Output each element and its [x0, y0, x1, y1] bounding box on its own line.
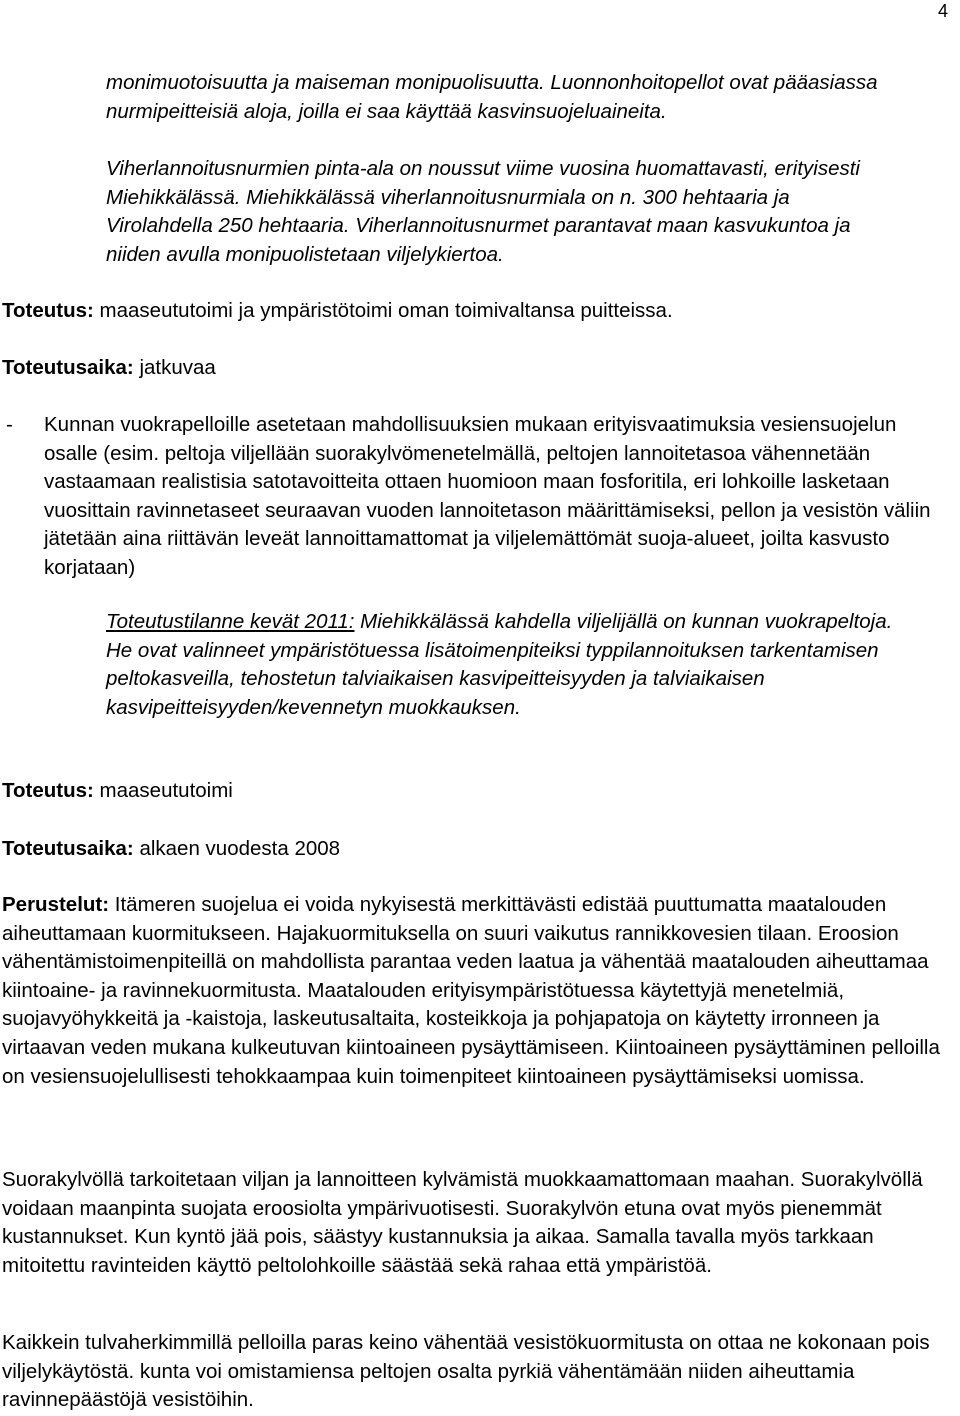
tulvaherkat-paragraph: Kaikkein tulvaherkimmillä pelloilla paras keino vähentää vesistökuormitusta on ottaa ne kokonaan pois viljelykäytöstä. kunta voi omistamiensa peltojen osalta pyrkiä vähentämään niiden aiheuttamia ravinnepäästöjä vesistöihin.: [2, 1331, 930, 1412]
toteutus-label: Toteutus:: [2, 299, 94, 322]
section2-toteutus: [2, 777, 952, 806]
intro-paragraph-2: Viherlannoitusnurmien pinta-ala on noussut viime vuosina huomattavasti, erityisesti Miehikkälässä. Miehikkälässä viherlannoitusnurmiala on n. 300 hehtaaria ja Virolahdella 250 hehtaaria. Viherlannoitusnurmet parantavat maan kasvukuntoa ja niiden avulla monipuolistetaan viljelykiertoa.: [106, 157, 860, 266]
page-number: 4: [937, 1, 948, 21]
section1-toteutus: [2, 297, 952, 326]
toteutus-value: maaseututoimi: [93, 779, 233, 802]
bullet-dash: -: [6, 413, 13, 436]
toteutusaika-value: jatkuvaa: [133, 356, 216, 379]
rationale-paragraph: [2, 891, 952, 1091]
rationale-label: Perustelut:: [2, 893, 110, 916]
section1-toteutusaika: [2, 354, 952, 383]
toteutusaika-label: Toteutusaika:: [2, 356, 134, 379]
intro-paragraph-1: monimuotoisuutta ja maiseman monipuolisuutta. Luonnonhoitopellot ovat pääasiassa nurmipeitteisiä aloja, joilla ei saa käyttää kasvinsuojeluaineita.: [106, 71, 878, 123]
status-paragraph: [106, 608, 896, 722]
status-label: Toteutustilanne kevät 2011:: [106, 610, 355, 633]
toteutusaika-label: Toteutusaika:: [2, 837, 134, 860]
toteutus-value: maaseututoimi ja ympäristötoimi oman toimivaltansa puitteissa.: [93, 299, 673, 322]
rationale-text: Itämeren suojelua ei voida nykyisestä merkittävästi edistää puuttumatta maatalouden aiheuttamaan kuormitukseen. Hajakuormituksella on suuri vaikutus rannikkovesien tilaan. Eroosion vähentämistoimenpiteillä on mahdollista parantaa veden laatua ja vähentää maatalouden aiheuttamaa kiintoaine- ja ravinnekuormitusta. Maatalouden erityisympäristötuessa käytettyjä menetelmiä, suojavyöhykkeitä ja -kaistoja, laskeutusaltaita, kosteikkoja ja pohjapatoja on käytetty irronneen ja virtaavan veden mukana kulkeutuvan kiintoaineen pysäyttämiseen. Kiintoaineen pysäyttäminen pelloilla on vesiensuojelullisesti tehokkaampaa kuin toimenpiteet kiintoaineen pysäyttämiseksi uomissa.: [2, 893, 940, 1088]
bullet-list-item: [6, 411, 946, 583]
suorakylvo-paragraph: Suorakylvöllä tarkoitetaan viljan ja lannoitteen kylvämistä muokkaamattomaan maahan. Suorakylvöllä voidaan maanpinta suojata eroosiolta ympärivuotisesti. Suorakylvön etuna ovat myös pienemmät kustannukset. Kun kyntö jää pois, säästyy kustannuksia ja aikaa. Samalla tavalla myös tarkkaan mitoitettu ravinteiden käyttö peltolohkoille säästää sekä rahaa että ympäristöä.: [2, 1168, 923, 1277]
status-text: Miehikkälässä kahdella viljelijällä on kunnan vuokrapeltoja. He ovat valinneet ympäristötuessa lisätoimenpiteiksi typpilannoituksen tarkentamisen peltokasveilla, tehostetun talviaikaisen kasvipeitteisyyden ja talviaikaisen kasvipeitteisyyden/kevennetyn muokkauksen.: [106, 610, 893, 719]
toteutusaika-value: alkaen vuodesta 2008: [133, 837, 341, 860]
bullet-text: Kunnan vuokrapelloille asetetaan mahdollisuuksien mukaan erityisvaatimuksia vesiensuojelun osalle (esim. peltoja viljellään suorakylvömenetelmällä, peltojen lannoitetasoa vähennetään vastaamaan realistisia satotavoitteita ottaen huomioon maan fosforitila, eri lohkoille lasketaan vuosittain ravinnetaseet seuraavan vuoden lannoitetason määrittämiseksi, pellon ja vesistön väliin jätetään aina riittävän leveät lannoittamattomat ja viljelemättömät suoja-alueet, joilta kasvusto korjataan): [44, 413, 931, 579]
toteutus-label: Toteutus:: [2, 779, 94, 802]
section2-toteutusaika: [2, 835, 952, 864]
